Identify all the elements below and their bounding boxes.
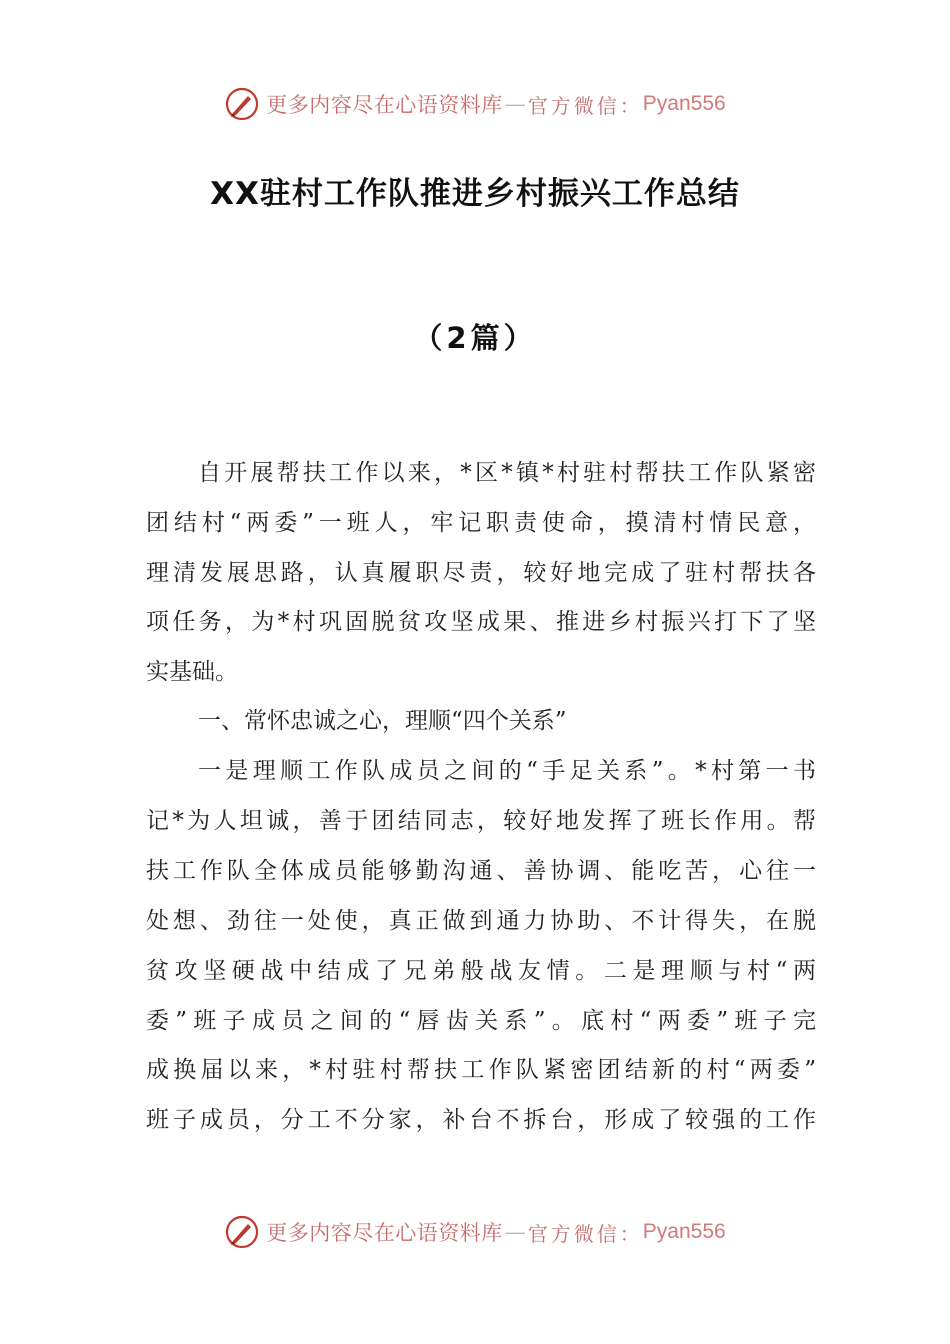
- pen-logo-icon: [224, 86, 260, 122]
- banner-separator: —: [504, 92, 526, 116]
- body-line: 理清发展思路，认真履职尽责，较好地完成了驻村帮扶各: [146, 560, 816, 586]
- banner-text: 更多内容尽在心语资料库: [266, 1221, 503, 1245]
- banner-text: 更多内容尽在心语资料库: [266, 93, 503, 117]
- body-line: 处想、劲往一处使，真正做到通力协助、不计得失，在脱: [146, 908, 816, 934]
- body-line: 实基础。: [146, 659, 238, 685]
- document-subtitle: （2篇）: [413, 321, 537, 355]
- body-line: 成换届以来，*村驻村帮扶工作队紧密团结新的村“两委”: [146, 1057, 816, 1083]
- wechat-id: Pyan556: [642, 1220, 726, 1243]
- wechat-id: Pyan556: [642, 92, 726, 115]
- section-heading: 一、常怀忠诚之心，理顺“四个关系”: [198, 708, 567, 734]
- footer-banner: [0, 1210, 950, 1254]
- body-line: 项任务，为*村巩固脱贫攻坚成果、推进乡村振兴打下了坚: [146, 609, 816, 635]
- banner-label: 官方微信：: [527, 93, 643, 118]
- banner-separator: —: [504, 1220, 526, 1244]
- body-line: 班子成员，分工不分家，补台不拆台，形成了较强的工作: [146, 1107, 816, 1133]
- body-line: 委”班子成员之间的“唇齿关系”。底村“两委”班子完: [146, 1008, 816, 1034]
- body-line: 贫攻坚硬战中结成了兄弟般战友情。二是理顺与村“两: [146, 958, 816, 984]
- body-line: 记*为人坦诚，善于团结同志，较好地发挥了班长作用。帮: [146, 808, 816, 834]
- pen-logo-icon: [224, 1214, 260, 1250]
- body-line: 一是理顺工作队成员之间的“手足关系”。*村第一书: [198, 758, 816, 784]
- body-line: 扶工作队全体成员能够勤沟通、善协调、能吃苦，心往一: [146, 858, 816, 884]
- banner-label: 官方微信：: [527, 1221, 643, 1246]
- document-title: XX驻村工作队推进乡村振兴工作总结: [210, 176, 740, 212]
- body-line: 团结村“两委”一班人，牢记职责使命，摸清村情民意，: [146, 510, 816, 536]
- header-banner: [0, 82, 950, 126]
- body-line: 自开展帮扶工作以来，*区*镇*村驻村帮扶工作队紧密: [198, 460, 816, 486]
